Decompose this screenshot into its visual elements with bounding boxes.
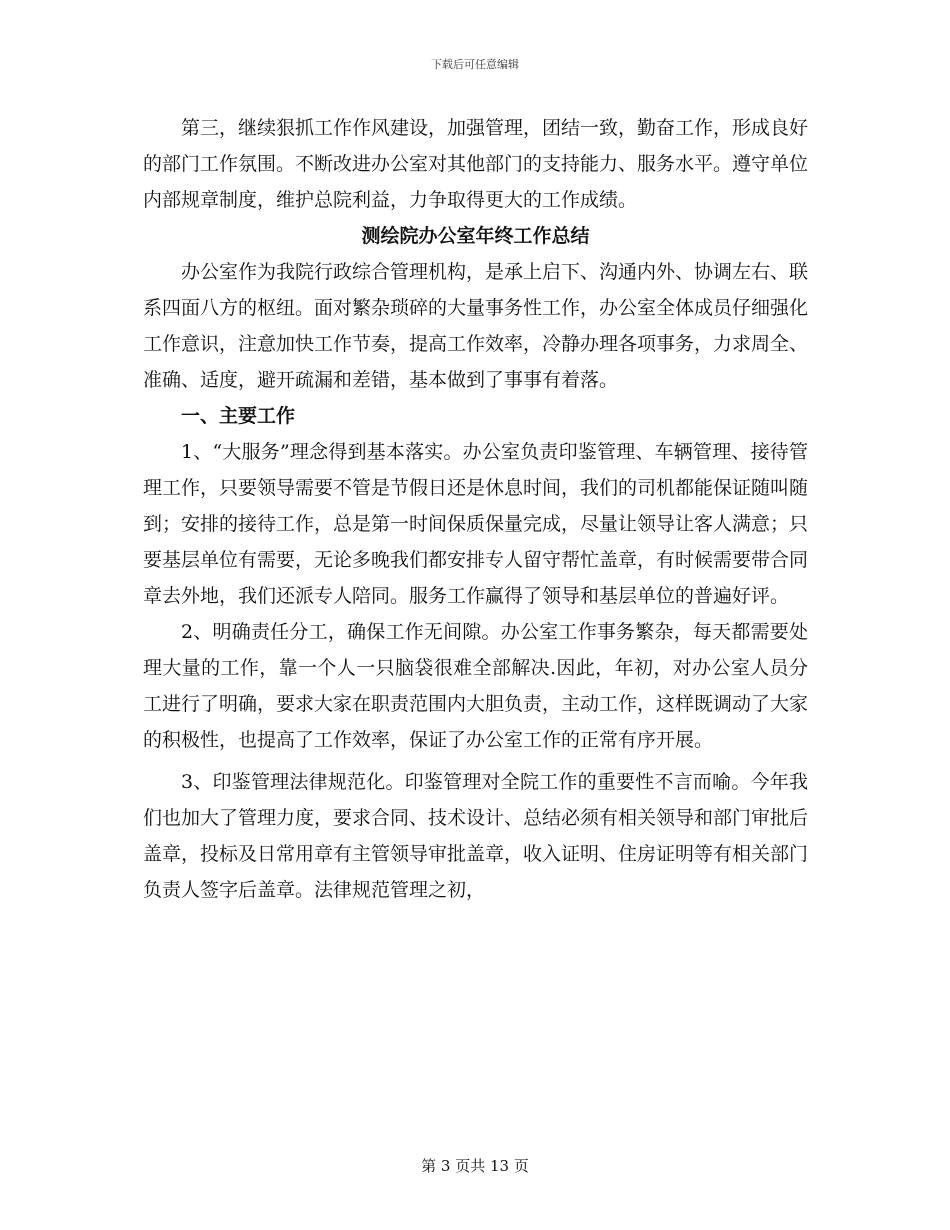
page-header-note: 下载后可任意编辑: [431, 58, 519, 71]
paragraph-service: 1、“大服务”理念得到基本落实。办公室负责印鉴管理、车辆管理、接待管理工作，只要领导需要不管是节假日还是休息时间，我们的司机都能保证随叫随到；安排的接待工作，总是第一时间保质保量完成，尽量让领导让客人满意；只要基层单位有需要，无论多晚我们都安排专人留守帮忙盖章，有时候需要带合同章去外地，我们还派专人陪同。服务工作赢得了领导和基层单位的普遍好评。: [143, 441, 809, 607]
paragraph-seal-management: 3、印鉴管理法律规范化。印鉴管理对全院工作的重要性不言而喻。今年我们也加大了管理力度，要求合同、技术设计、总结必须有相关领导和部门审批后盖章，投标及日常用章有主管领导审批盖章，收入证明、住房证明等有相关部门负责人签字后盖章。法律规范管理之初，: [143, 771, 809, 901]
paragraph-work-style: 第三，继续狠抓工作作风建设，加强管理，团结一致，勤奋工作，形成良好的部门工作氛围。不断改进办公室对其他部门的支持能力、服务水平。遵守单位内部规章制度，维护总院利益，力争取得更大的工作成绩。: [143, 117, 809, 211]
document-title: 测绘院办公室年终工作总结: [361, 225, 590, 247]
paragraph-intro: 办公室作为我院行政综合管理机构，是承上启下、沟通内外、协调左右、联系四面八方的枢纽。面对繁杂琐碎的大量事务性工作，办公室全体成员仔细强化工作意识，注意加快工作节奏，提高工作效率，冷静办理各项事务，力求周全、准确、适度，避开疏漏和差错，基本做到了事事有着落。: [143, 261, 809, 391]
page-number: 第 3 页共 13 页: [421, 1157, 529, 1175]
document-body: [143, 110, 808, 908]
paragraph-responsibility: 2、明确责任分工，确保工作无间隙。办公室工作事务繁杂，每天都需要处理大量的工作，靠一个人一只脑袋很难全部解决.因此，年初，对办公室人员分工进行了明确，要求大家在职责范围内大胆负责，主动工作，这样既调动了大家的积极性，也提高了工作效率，保证了办公室工作的正常有序开展。: [143, 621, 809, 751]
section-heading-main-work: 一、主要工作: [181, 405, 296, 427]
